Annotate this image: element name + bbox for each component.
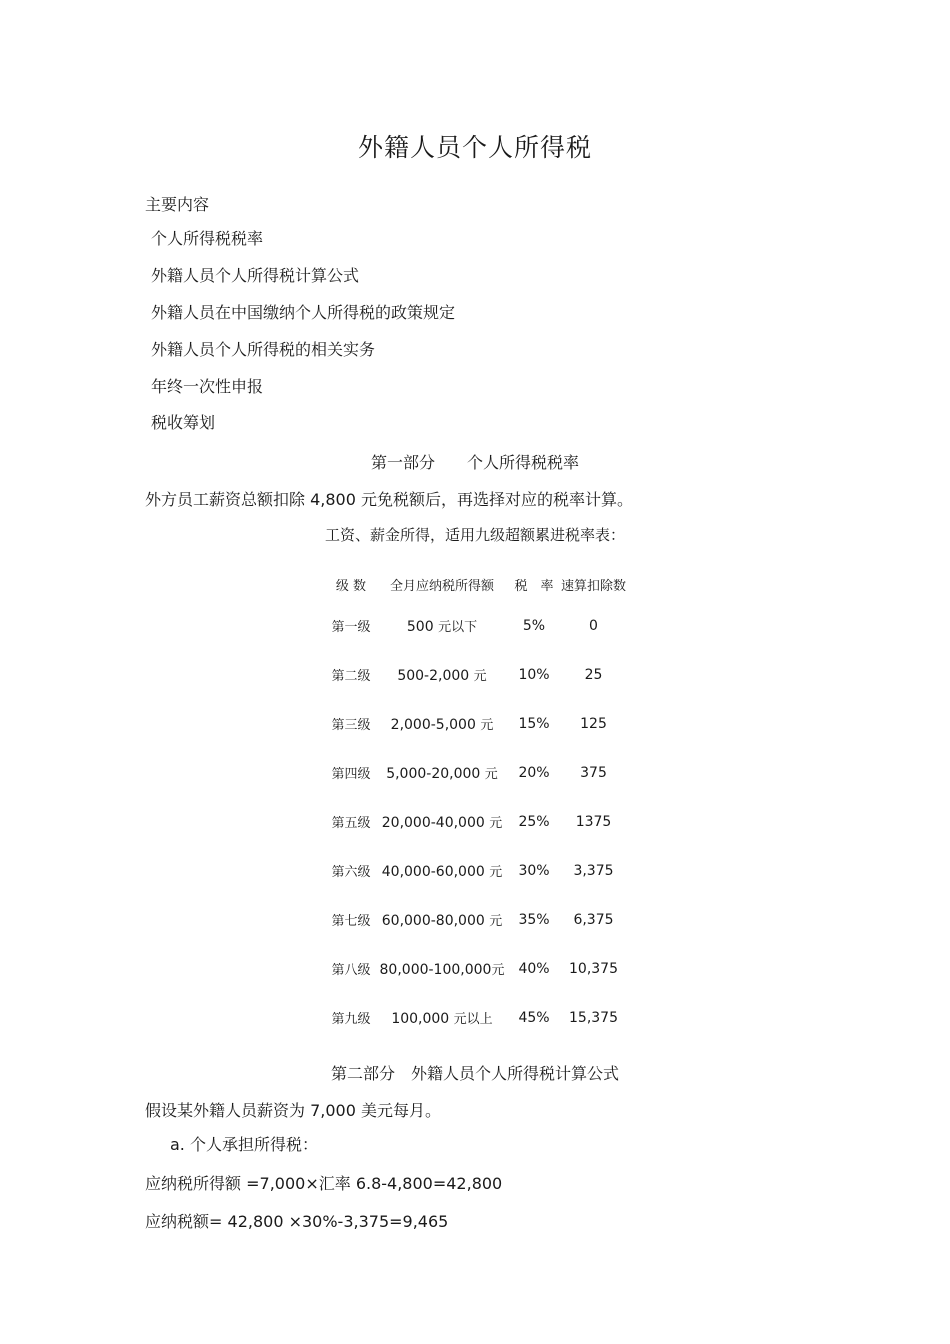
range-cell: 80,000-100,000元	[379, 962, 505, 978]
table-header-row	[325, 567, 626, 601]
assumption-suffix: 美元每月。	[361, 1101, 442, 1120]
table-row	[325, 895, 626, 944]
level-cell: 第五级	[331, 816, 371, 831]
level-cell: 第二级	[331, 669, 371, 684]
toc-item-annual-filing: 年终一次性申报	[151, 377, 264, 396]
table-row	[325, 944, 626, 993]
table-row	[325, 797, 626, 846]
rate-cell: 45%	[518, 1009, 550, 1026]
part2-heading: 第二部分 外籍人员个人所得税计算公式	[330, 1064, 619, 1083]
range-cell: 2,000-5,000 元	[390, 717, 494, 733]
table-row	[325, 993, 626, 1042]
toc-item-practice: 外籍人员个人所得税的相关实务	[151, 340, 376, 359]
table-caption: 工资、薪金所得，适用九级超额累进税率表：	[324, 526, 625, 544]
rate-cell: 35%	[518, 911, 550, 928]
table-row	[325, 601, 626, 650]
toc-item-tax-planning: 税收筹划	[151, 413, 216, 432]
rate-cell: 15%	[518, 715, 550, 732]
range-cell: 5,000-20,000 元	[386, 766, 498, 782]
deduction-cell: 0	[589, 617, 598, 634]
toc-heading: 主要内容	[145, 195, 210, 214]
sub-item-a-text: 个人承担所得税：	[189, 1135, 318, 1154]
sub-item-a	[170, 1132, 318, 1155]
toc-item-policy: 外籍人员在中国缴纳个人所得税的政策规定	[151, 303, 456, 322]
part2-assumption	[145, 1098, 441, 1121]
level-cell: 第七级	[331, 914, 371, 929]
rate-cell: 10%	[518, 666, 550, 683]
level-cell: 第三级	[331, 718, 371, 733]
range-cell: 40,000-60,000 元	[381, 864, 503, 880]
rate-cell: 40%	[518, 960, 550, 977]
assumption-amount: 7,000	[310, 1101, 356, 1120]
deduction-cell: 1375	[575, 813, 612, 830]
deduction-cell: 10,375	[569, 960, 618, 977]
formula2-expr: 42,800 ×30%-3,375=9,465	[227, 1212, 449, 1231]
toc-item-formula: 外籍人员个人所得税计算公式	[151, 266, 360, 285]
document-title: 外籍人员个人所得税	[357, 133, 592, 162]
header-level: 级 数	[335, 578, 367, 594]
level-cell: 第九级	[331, 1012, 371, 1027]
intro-amount: 4,800	[310, 490, 356, 509]
header-range: 全月应纳税所得额	[389, 578, 494, 594]
level-cell: 第一级	[331, 620, 371, 635]
part1-heading: 第一部分 个人所得税税率	[370, 453, 579, 472]
table-row	[325, 699, 626, 748]
range-cell: 500-2,000 元	[397, 668, 487, 684]
table-row	[325, 748, 626, 797]
level-cell: 第四级	[331, 767, 371, 782]
table-row	[325, 650, 626, 699]
range-cell: 100,000 元以上	[391, 1011, 493, 1027]
tax-rate-table	[325, 567, 626, 1042]
level-cell: 第六级	[331, 865, 371, 880]
deduction-cell: 15,375	[569, 1009, 618, 1026]
formula1-expr: =7,000×汇率 6.8-4,800=42,800	[246, 1174, 503, 1193]
deduction-cell: 6,375	[573, 911, 614, 928]
header-deduction: 速算扣除数	[561, 578, 627, 594]
level-cell: 第八级	[331, 963, 371, 978]
toc-item-tax-rate: 个人所得税税率	[151, 229, 264, 248]
part1-intro	[145, 487, 633, 510]
range-cell: 60,000-80,000 元	[381, 913, 503, 929]
deduction-cell: 125	[580, 715, 607, 732]
intro-prefix: 外方员工薪资总额扣除	[145, 490, 306, 509]
formula2-label: 应纳税额=	[145, 1212, 223, 1231]
rate-cell: 25%	[518, 813, 550, 830]
range-cell: 20,000-40,000 元	[381, 815, 503, 831]
formula-taxable-income	[145, 1171, 502, 1194]
assumption-prefix: 假设某外籍人员薪资为	[145, 1101, 306, 1120]
table-row	[325, 846, 626, 895]
rate-cell: 30%	[518, 862, 550, 879]
formula-tax-payable	[145, 1209, 448, 1232]
intro-suffix: 元免税额后，再选择对应的税率计算。	[361, 490, 634, 509]
sub-item-a-marker: a.	[170, 1135, 185, 1154]
formula1-label: 应纳税所得额	[145, 1174, 242, 1193]
deduction-cell: 3,375	[573, 862, 614, 879]
range-cell: 500 元以下	[406, 619, 478, 635]
rate-cell: 20%	[518, 764, 550, 781]
rate-cell: 5%	[522, 617, 546, 634]
header-rate: 税 率	[514, 578, 554, 594]
deduction-cell: 375	[580, 764, 607, 781]
deduction-cell: 25	[584, 666, 603, 683]
